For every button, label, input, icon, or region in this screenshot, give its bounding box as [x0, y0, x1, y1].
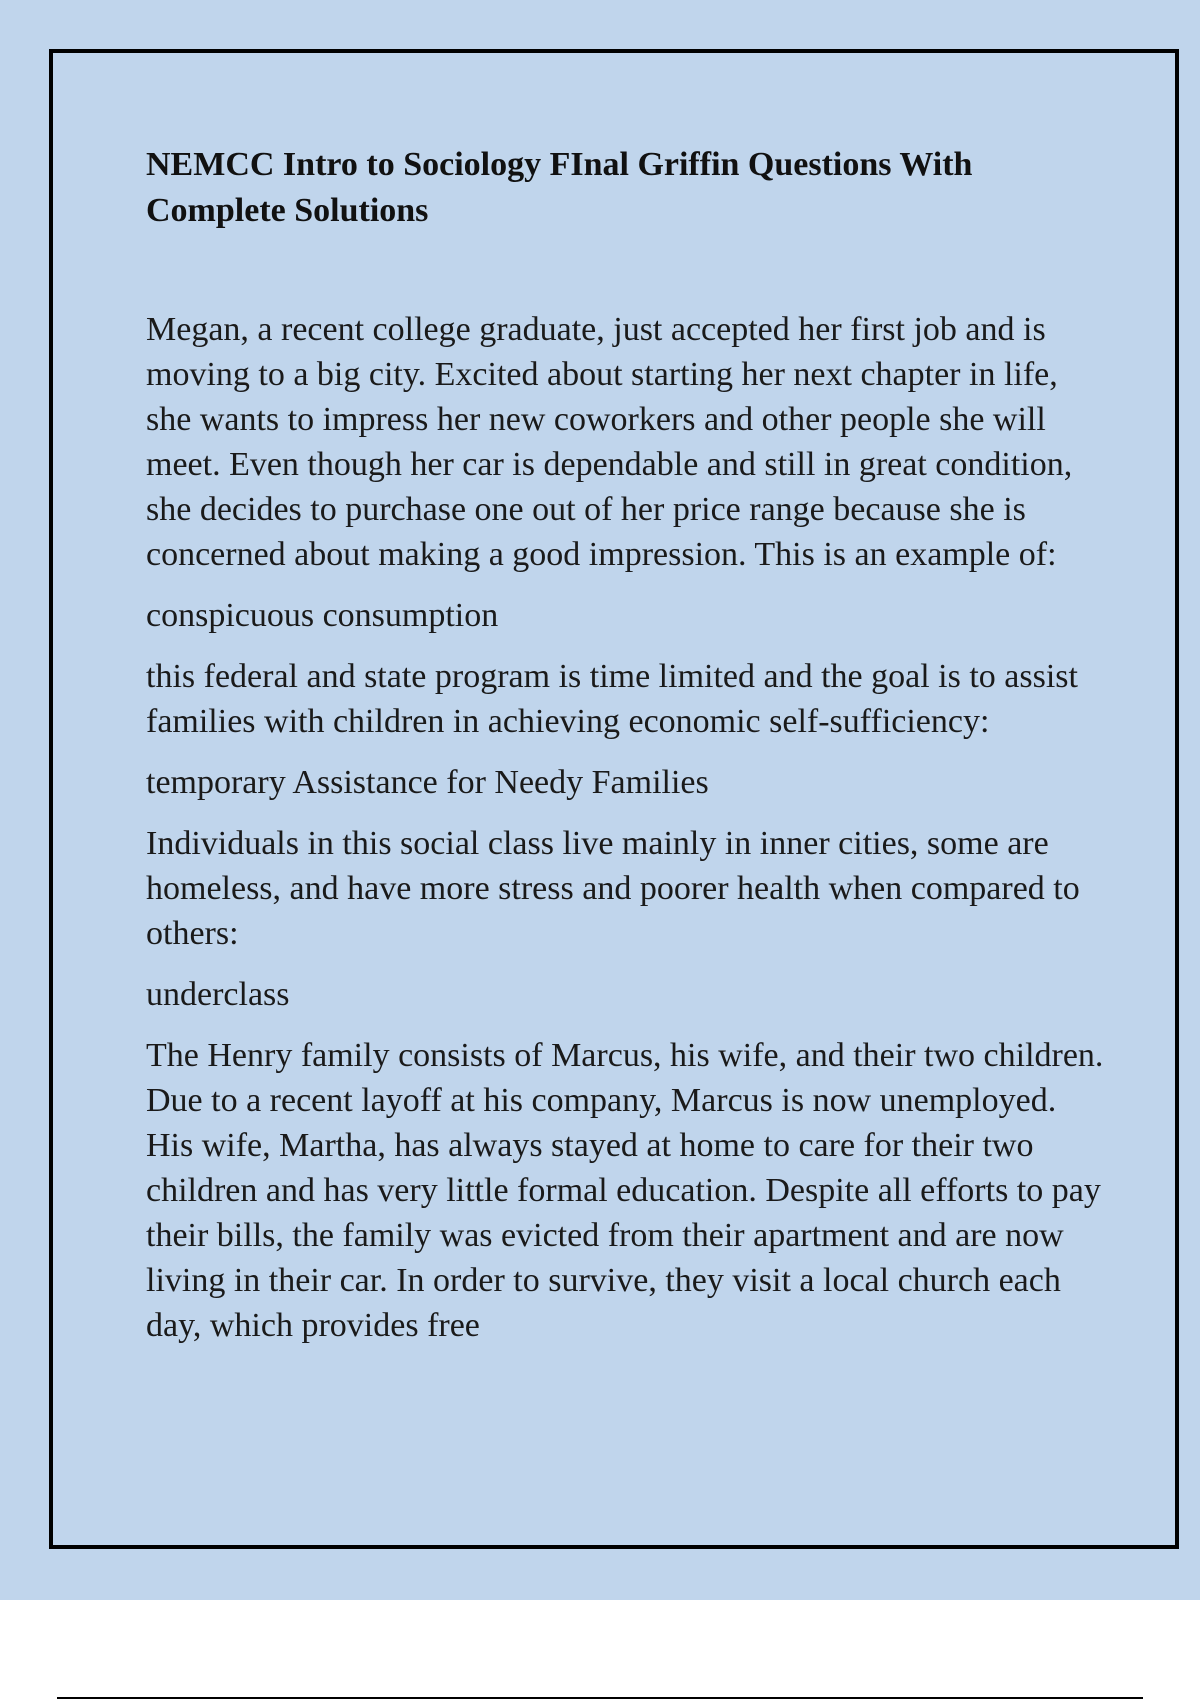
question-text: Megan, a recent college graduate, just accepted her first job and is moving to a big city. Excited about starting her next chapter in life, she wants to impress her new coworkers and other people she will meet. Even though her car is dependable and still in great condition, she decides to purchase one out of her price range because she is concerned about making a good impression. This is an example of: [146, 311, 1073, 573]
answer-text: conspicuous consumption [146, 597, 499, 634]
question-text: this federal and state program is time limited and the goal is to assist families with children in achieving economic self-sufficiency: [146, 658, 1078, 740]
answer-text: temporary Assistance for Needy Families [146, 764, 709, 801]
document-body [146, 142, 1106, 1364]
qa-item-1 [146, 307, 1106, 638]
document-title: NEMCC Intro to Sociology FInal Griffin Questions With Complete Solutions [146, 146, 973, 229]
qa-item-4 [146, 1033, 1106, 1348]
qa-item-2 [146, 654, 1106, 805]
answer-text: underclass [146, 976, 290, 1013]
qa-item-3 [146, 821, 1106, 1017]
footer-divider [57, 1697, 1143, 1699]
question-text: The Henry family consists of Marcus, his wife, and their two children. Due to a recent layoff at his company, Marcus is now unemployed. His wife, Martha, has always stayed at home to care for their two children and has very little formal education. Despite all efforts to pay their bills, the family was evicted from their apartment and are now living in their car. In order to survive, they visit a local church each day, which provides free [146, 1037, 1104, 1344]
question-text: Individuals in this social class live mainly in inner cities, some are homeless, and have more stress and poorer health when compared to others: [146, 825, 1080, 952]
